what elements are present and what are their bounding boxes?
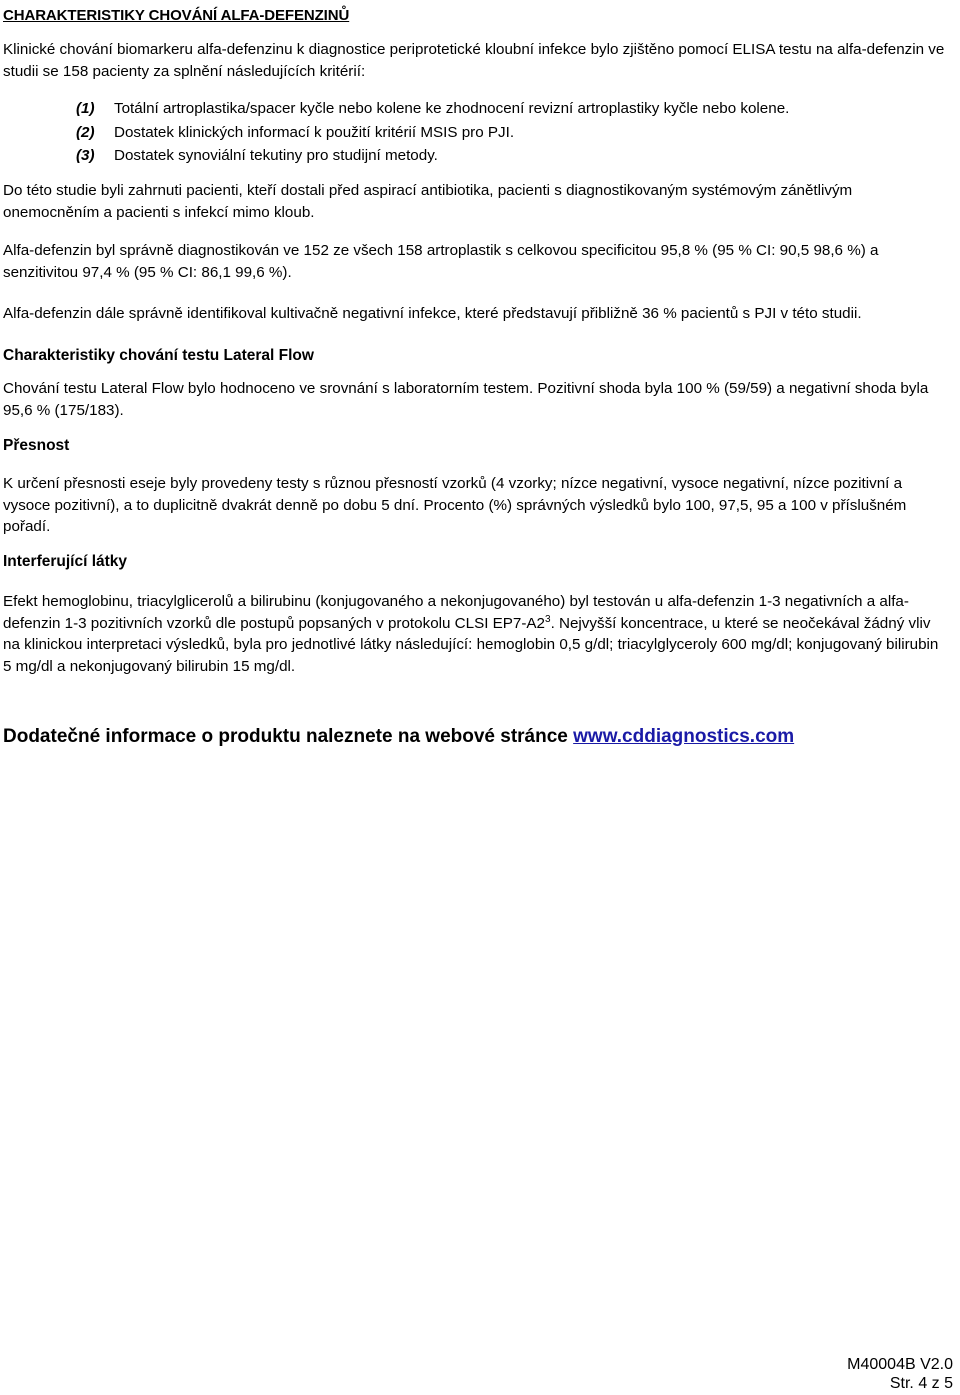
intro-paragraph: Klinické chování biomarkeru alfa-defenzinu k diagnostice periprotetické kloubní infekce bylo zjištěno pomocí ELISA testu na alfa-defenzin ve studii se 158 pacienty za splnění následujících kritérií:: [3, 41, 945, 80]
document-code: M40004B V2.0: [847, 1356, 953, 1373]
additional-info-text: Dodatečné informace o produktu naleznete na webové stránce: [3, 726, 574, 747]
footnote-reference: 3: [545, 613, 551, 625]
document-footer: [847, 1355, 953, 1393]
criterion-number: (2): [76, 124, 95, 141]
website-link[interactable]: www.cddiagnostics.com: [573, 726, 795, 747]
precision-heading: Přesnost: [3, 437, 70, 454]
criterion-number: (3): [76, 147, 95, 164]
criterion-1: [76, 98, 789, 120]
page-number: Str. 4 z 5: [889, 1375, 953, 1392]
additional-info-note: [3, 725, 794, 749]
criterion-2: [76, 122, 514, 144]
interfering-text-part-1: Efekt hemoglobinu, triacylglicerolů a bilirubinu (konjugovaného a nekonjugovaného) byl testován u alfa-defenzin 1-3 negativních a alfa-defenzin 1-3 pozitivních vzorků dle postupů popsaných v protokolu CLSI EP7-A2: [3, 593, 909, 632]
criterion-number: (1): [76, 100, 95, 117]
lateral-flow-heading: Charakteristiky chování testu Lateral Flow: [3, 347, 314, 364]
culture-negative-paragraph: Alfa-defenzin dále správně identifikoval kultivačně negativní infekce, které představují přibližně 36 % pacientů s PJI v této studii.: [3, 305, 862, 322]
document-title: CHARAKTERISTIKY CHOVÁNÍ ALFA-DEFENZINŮ: [3, 7, 350, 24]
criterion-3: [76, 145, 438, 167]
criterion-text: Dostatek klinických informací k použití kritérií MSIS pro PJI.: [114, 124, 515, 141]
criterion-text: Totální artroplastika/spacer kyčle nebo kolene ke zhodnocení revizní artroplastiky kyčle nebo kolene.: [114, 100, 790, 117]
results-paragraph: Alfa-defenzin byl správně diagnostikován ve 152 ze všech 158 artroplastik s celkovou specificitou 95,8 % (95 % CI: 90,5 98,6 %) a senzitivitou 97,4 % (95 % CI: 86,1 99,6 %).: [3, 242, 879, 281]
interfering-substances-heading: Interferující látky: [3, 553, 128, 570]
exclusion-paragraph: Do této studie byli zahrnuti pacienti, kteří dostali před aspirací antibiotika, pacienti s diagnostikovaným systémovým zánětlivým onemocněním a pacienti s infekcí mimo kloub.: [3, 182, 853, 221]
interfering-text-part-2: . Nejvyšší koncentrace, u které se neočekával žádný vliv na klinickou interpretaci výsledků, byla pro jednotlivé látky následující: hemoglobin 0,5 g/dl; triacylglyceroly 600 mg/dl; konjugovaný bilirubin 5 mg/dl a nekonjugovaný bilirubin 15 mg/dl.: [3, 614, 939, 675]
precision-paragraph: K určení přesnosti eseje byly provedeny testy s různou přesností vzorků (4 vzorky; nízce negativní, vysoce negativní, nízce pozitivní a vysoce pozitivní), a to duplicitně dvakrát denně po dobu 5 dní. Procento (%) správných výsledků bylo 100, 97,5, 95 a 100 v příslušném pořadí.: [3, 475, 907, 535]
interfering-substances-paragraph: [3, 591, 951, 677]
lateral-flow-paragraph: Chování testu Lateral Flow bylo hodnoceno ve srovnání s laboratorním testem. Pozitivní shoda byla 100 % (59/59) a negativní shoda byla 95,6 % (175/183).: [3, 380, 929, 419]
criterion-text: Dostatek synoviální tekutiny pro studijní metody.: [114, 147, 438, 164]
